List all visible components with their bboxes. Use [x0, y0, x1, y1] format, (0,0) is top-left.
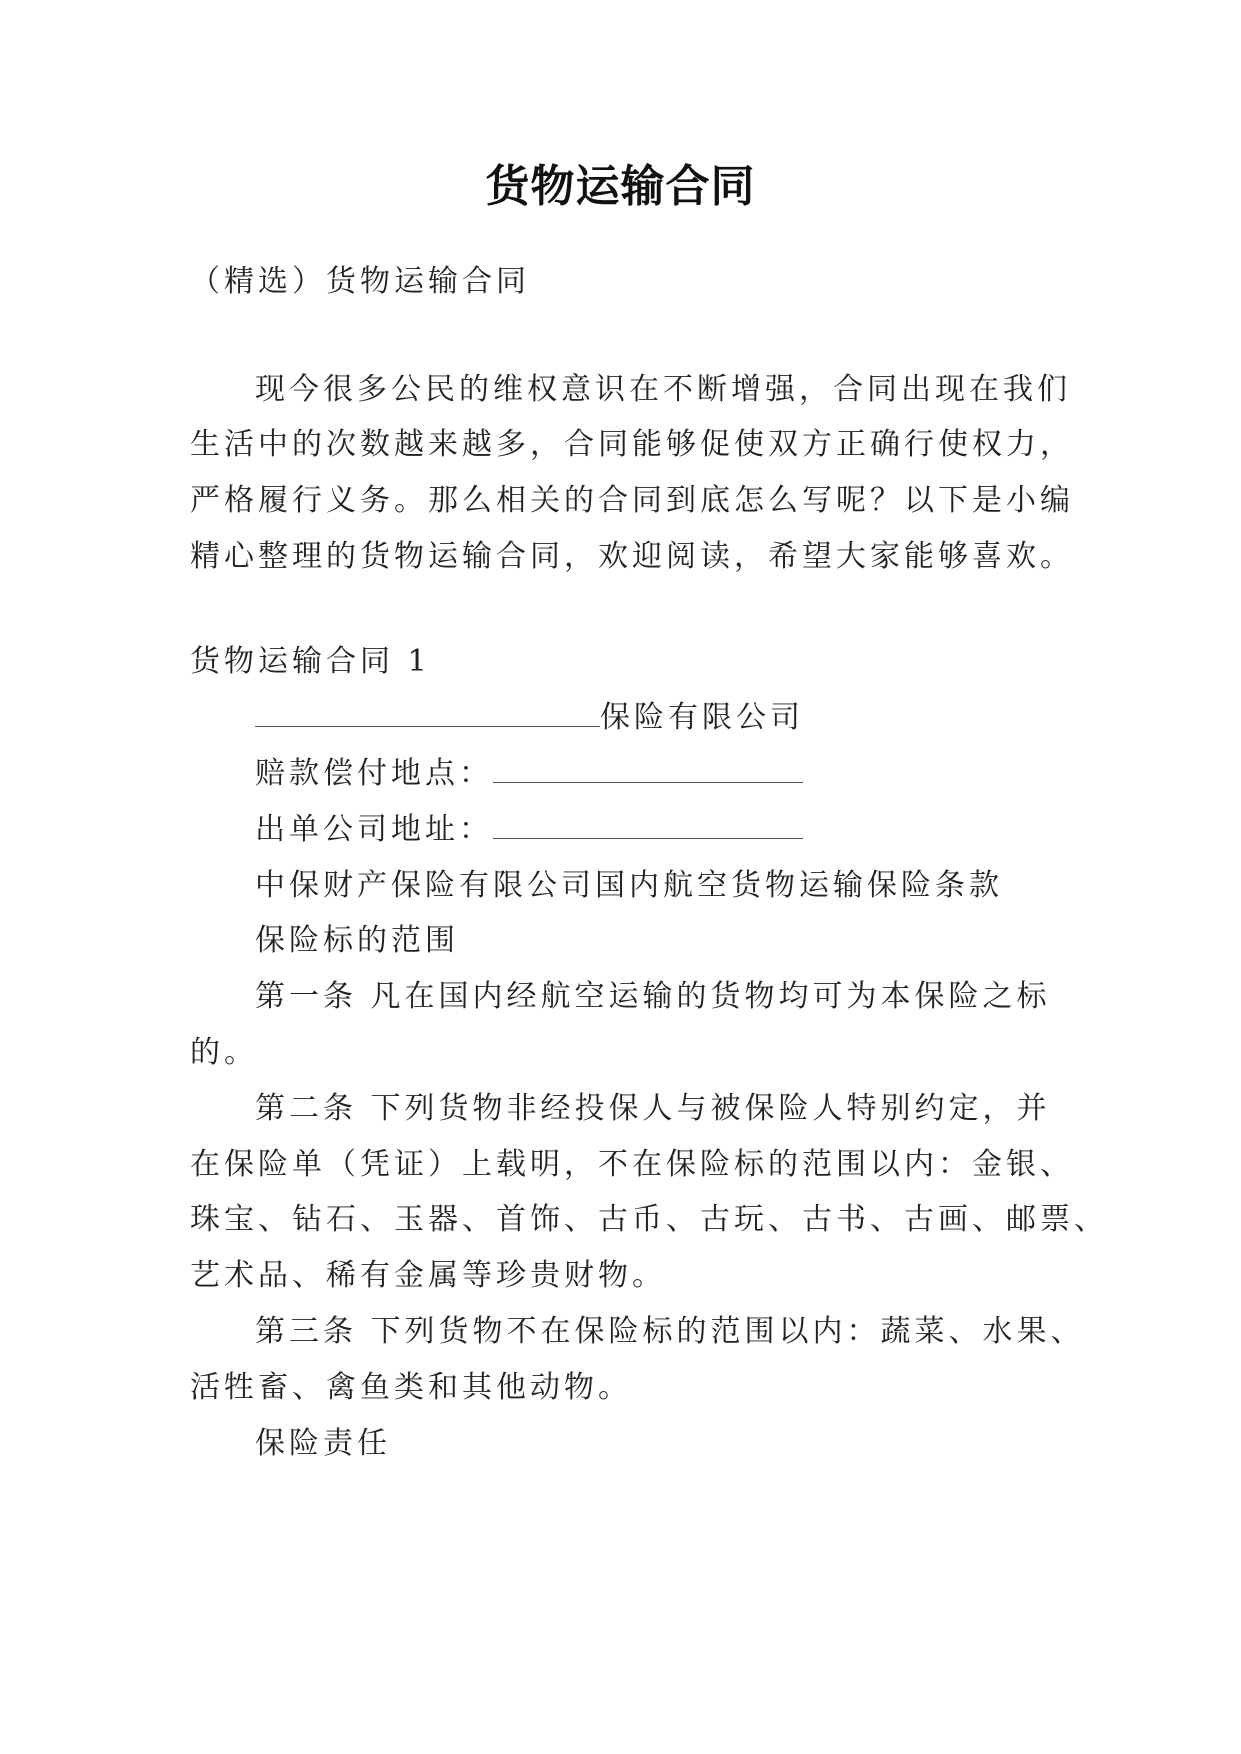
article-3-line-1: 第三条 下列货物不在保险标的范围以内：蔬菜、水果、: [255, 1314, 1085, 1349]
claim-location-line: [255, 754, 803, 794]
intro-line-2: 生活中的次数越来越多，合同能够促使双方正确行使权力，: [190, 427, 1074, 462]
clause-title: 中保财产保险有限公司国内航空货物运输保险条款: [255, 868, 1003, 903]
insurer-name-blank: [255, 700, 600, 727]
issuer-address-blank: [493, 812, 803, 839]
article-3-line-2: 活牲畜、禽鱼类和其他动物。: [190, 1370, 632, 1405]
scope-heading: 保险标的范围: [255, 923, 459, 958]
liability-heading: 保险责任: [255, 1426, 391, 1461]
article-2-line-1: 第二条 下列货物非经投保人与被保险人特别约定，并: [255, 1091, 1051, 1126]
insurer-suffix: 保险有限公司: [600, 700, 804, 735]
claim-location-label: 赔款偿付地点：: [255, 756, 493, 791]
document-title: 货物运输合同: [485, 161, 756, 212]
article-2-line-4: 艺术品、稀有金属等珍贵财物。: [190, 1258, 666, 1293]
intro-line-4: 精心整理的货物运输合同，欢迎阅读，希望大家能够喜欢。: [190, 539, 1074, 574]
section-heading: 货物运输合同 1: [190, 644, 431, 679]
document-subtitle: （精选）货物运输合同: [190, 264, 530, 299]
intro-line-1: 现今很多公民的维权意识在不断增强，合同出现在我们: [255, 372, 1071, 407]
insurer-line: [255, 698, 804, 738]
issuer-address-label: 出单公司地址：: [255, 812, 493, 847]
claim-location-blank: [493, 756, 803, 783]
article-2-line-3: 珠宝、钻石、玉器、首饰、古币、古玩、古书、古画、邮票、: [190, 1202, 1108, 1237]
article-2-line-2: 在保险单（凭证）上载明，不在保险标的范围以内：金银、: [190, 1147, 1074, 1182]
article-1-line-2: 的。: [190, 1035, 258, 1070]
article-1-line-1: 第一条 凡在国内经航空运输的货物均可为本保险之标: [255, 979, 1051, 1014]
issuer-address-line: [255, 810, 803, 850]
intro-line-3: 严格履行义务。那么相关的合同到底怎么写呢？以下是小编: [190, 483, 1074, 518]
